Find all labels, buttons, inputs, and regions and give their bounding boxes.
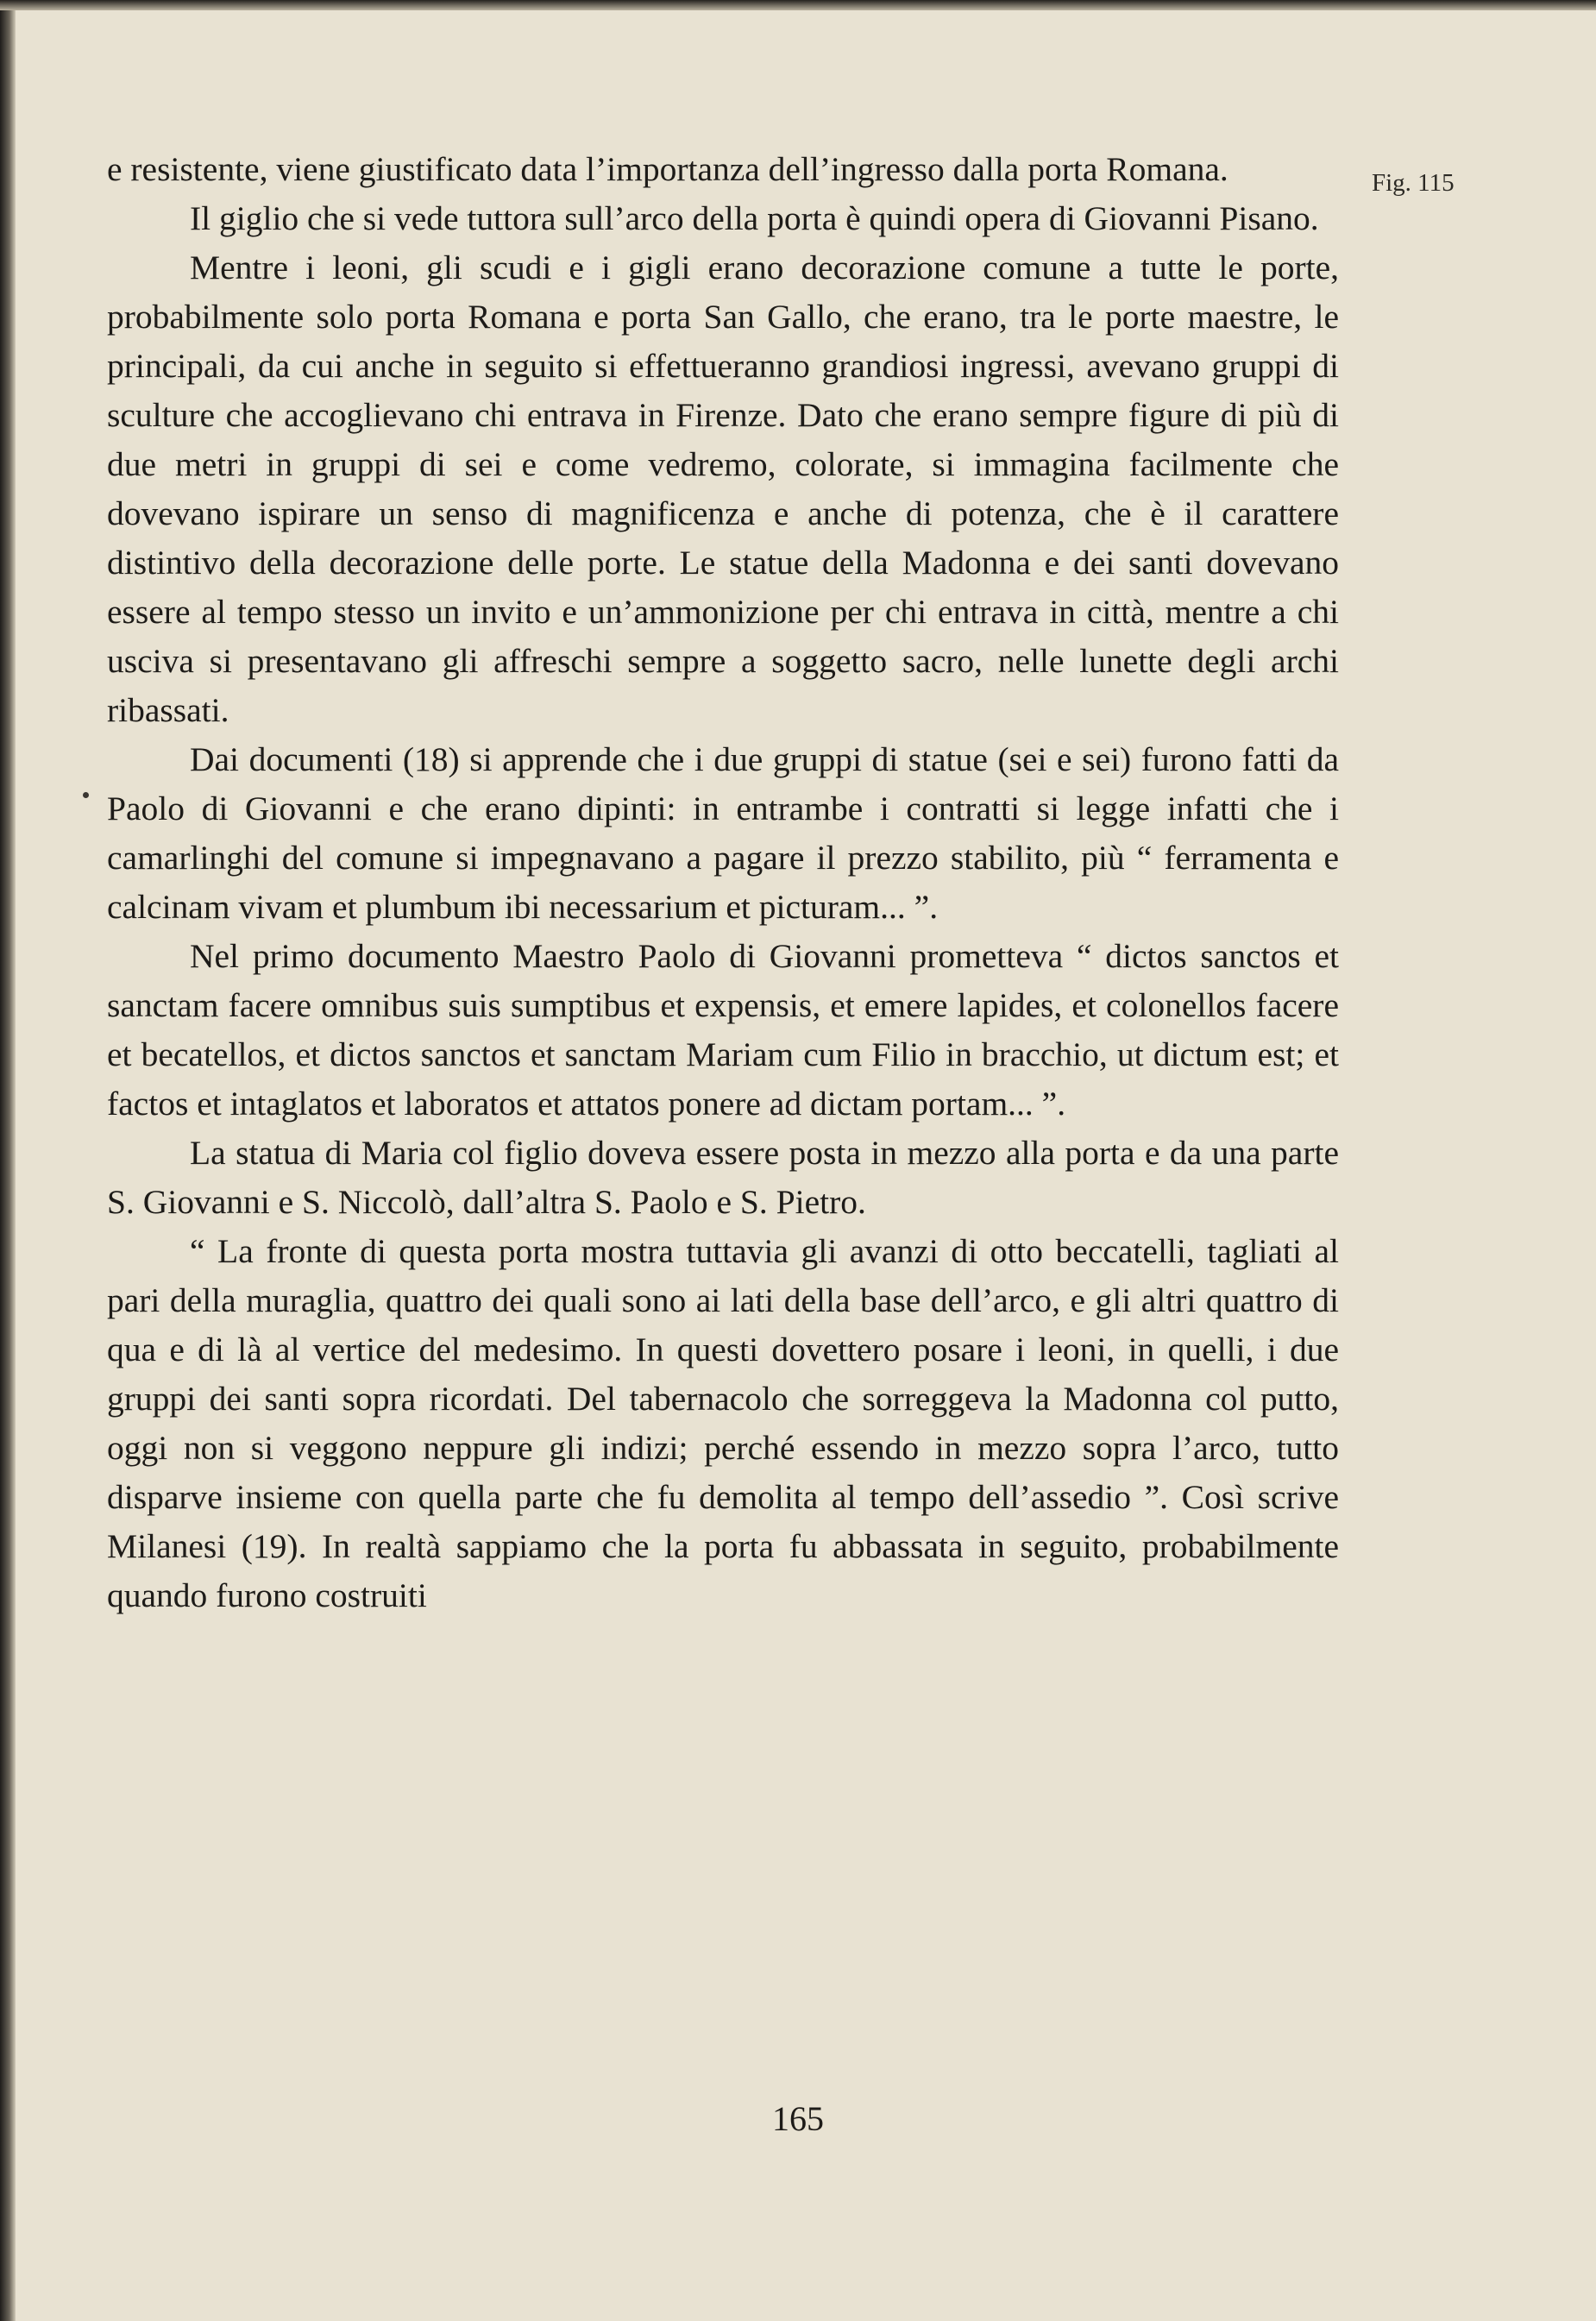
paragraph: Mentre i leoni, gli scudi e i gigli erano decorazione comune a tutte le porte, probabilmente solo porta Romana e porta San Gallo, che erano, tra le porte maestre, le principali, da cui anche in seguito si effettueranno grandiosi ingressi, avevano gruppi di sculture che accoglievano chi entrava in Firenze. Dato che erano sempre figure di più di due metri in gruppi di sei e come vedremo, colorate, si immagina facilmente che dovevano ispirare un senso di magnificenza e anche di potenza, che è il carattere distintivo della decorazione delle porte. Le statue della Madonna e dei santi dovevano essere al tempo stesso un invito e un’ammonizione per chi entrava in città, mentre a chi usciva si presentavano gli affreschi sempre a soggetto sacro, nelle lunette degli archi ribassati. [107,248,1339,729]
margin-mark [83,792,89,798]
paragraph: e resistente, viene giustificato data l’importanza dell’ingresso dalla porta Romana. [107,150,1228,188]
paragraph: La statua di Maria col figlio doveva essere posta in mezzo alla porta e da una parte S. Giovanni e S. Niccolò, dall’altra S. Paolo e S. Pietro. [107,1134,1339,1221]
paragraph: Nel primo documento Maestro Paolo di Giovanni prometteva “ dictos sanctos et sanctam facere omnibus suis sumptibus et expensis, et emere lapides, et colonellos facere et becatellos, et dictos sanctos et sanctam Mariam cum Filio in bracchio, ut dictum est; et factos et intaglatos et laboratos et attatos ponere ad dictam portam... ”. [107,937,1339,1123]
paragraph: Dai documenti (18) si apprende che i due gruppi di statue (sei e sei) furono fatti da Paolo di Giovanni e che erano dipinti: in entrambe i contratti si legge infatti che i camarlinghi del comune si impegnavano a pagare il prezzo stabilito, più “ ferramenta e calcinam vivam et plumbum ibi necessarium et picturam... ”. [107,740,1339,926]
page-number: 165 [772,2099,824,2138]
body-text [107,145,1339,1620]
book-spine-shadow [0,0,16,2321]
page-top-edge [0,0,1596,10]
margin-figure-reference: Fig. 115 [1372,169,1455,197]
paragraph: “ La fronte di questa porta mostra tuttavia gli avanzi di otto beccatelli, tagliati al pari della muraglia, quattro dei quali sono ai lati della base dell’arco, e gli altri quattro di qua e di là al vertice del medesimo. In questi dovettero posare i leoni, in quelli, i due gruppi dei santi sopra ricordati. Del tabernacolo che sorreggeva la Madonna col putto, oggi non si veggono neppure gli indizi; perché essendo in mezzo sopra l’arco, tutto disparve insieme con quella parte che fu demolita al tempo dell’assedio ”. Così scrive Milanesi (19). In realtà sappiamo che la porta fu abbassata in seguito, probabilmente quando furono costruiti [107,1232,1339,1614]
paragraph: Il giglio che si vede tuttora sull’arco della porta è quindi opera di Giovanni Pisano. [190,199,1319,237]
